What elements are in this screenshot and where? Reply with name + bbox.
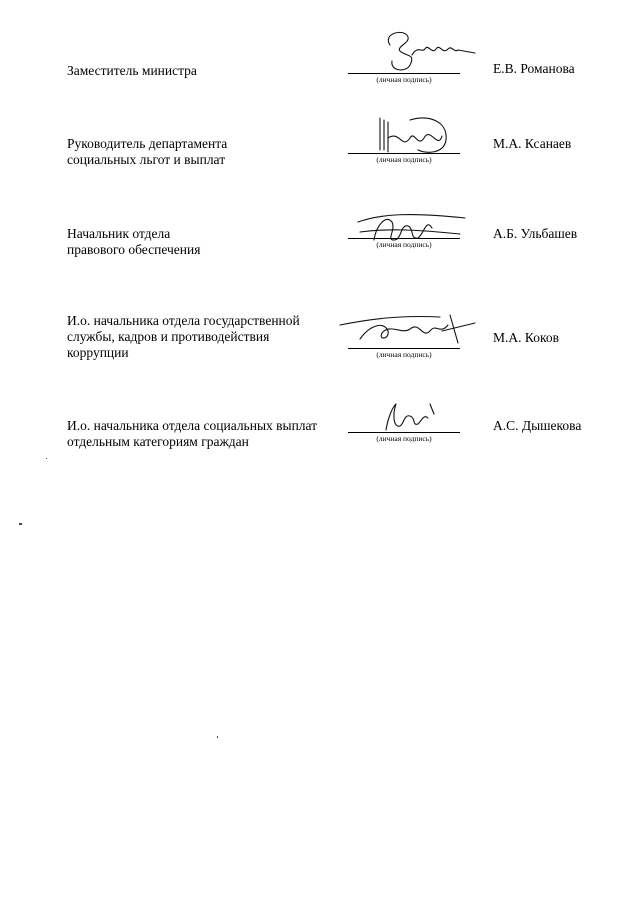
signature-line <box>348 153 460 154</box>
signatory-position: И.о. начальника отдела государственной службы, кадров и противодействия коррупции <box>67 313 300 360</box>
signature-caption: (личная подпись) <box>376 350 432 359</box>
signatory-name: М.А. Коков <box>493 330 559 345</box>
signature-caption: (личная подпись) <box>376 240 432 249</box>
handwritten-signature-4 <box>330 295 480 355</box>
signatory-row-3 <box>0 226 640 296</box>
signatory-row-1 <box>0 63 640 133</box>
signature-line <box>348 238 460 239</box>
signatory-name: Е.В. Романова <box>493 61 575 76</box>
handwritten-signature-1 <box>330 23 480 83</box>
signature-line <box>348 432 460 433</box>
signatory-name: М.А. Ксанаев <box>493 136 572 151</box>
signature-caption: (личная подпись) <box>376 434 432 443</box>
signature-line <box>348 348 460 349</box>
signatory-row-5 <box>0 418 640 488</box>
signatory-position: Начальник отдела правового обеспечения <box>67 226 201 257</box>
scan-speck <box>217 736 218 738</box>
signatory-row-4 <box>0 313 640 383</box>
signatory-position: Заместитель министра <box>67 63 197 78</box>
signatory-position: И.о. начальника отдела социальных выплат отдельным категориям граждан <box>67 418 318 449</box>
signature-caption: (личная подпись) <box>376 75 432 84</box>
signatory-name: А.Б. Ульбашев <box>493 226 578 241</box>
signatory-row-2 <box>0 136 640 206</box>
scan-speck <box>46 458 47 459</box>
handwritten-signature-3 <box>330 200 480 260</box>
signature-line <box>348 73 460 74</box>
signatory-name: А.С. Дышекова <box>493 418 582 433</box>
signatory-position: Руководитель департамента социальных льгот и выплат <box>67 136 228 167</box>
signature-caption: (личная подпись) <box>376 155 432 164</box>
scan-speck <box>19 523 22 525</box>
